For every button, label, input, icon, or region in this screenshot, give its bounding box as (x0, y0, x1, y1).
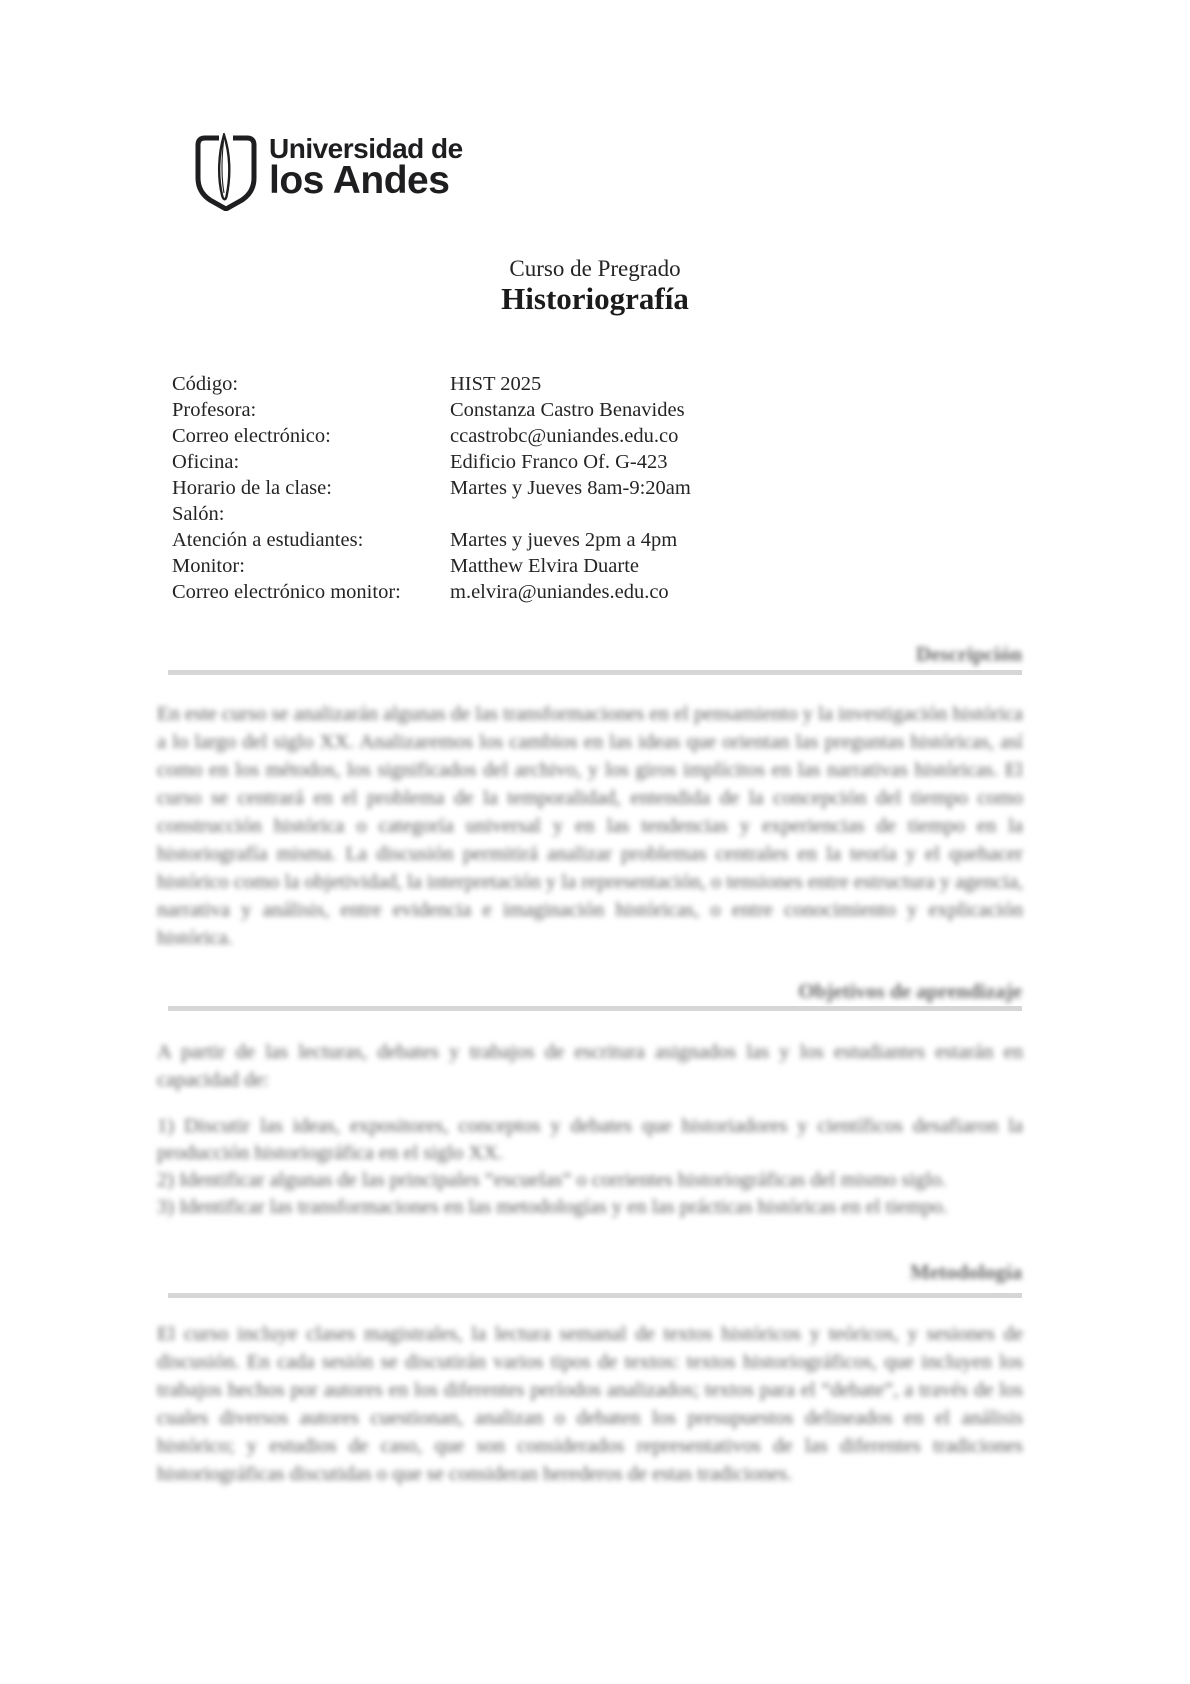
info-row-oficina (172, 449, 691, 475)
section-heading-objetivos: Objetivos de aprendizaje (798, 979, 1022, 1003)
info-label: Correo electrónico: (172, 425, 331, 447)
objetivo-item-3: 3) Identificar las transformaciones en las metodologías y en las prácticas históricas en el tiempo. (157, 1196, 948, 1218)
info-value: Martes y Jueves 8am-9:20am (450, 477, 691, 499)
info-label: Monitor: (172, 555, 245, 577)
course-info-table (172, 371, 691, 605)
info-row-atencion (172, 527, 691, 553)
program-type-label: Curso de Pregrado (509, 256, 681, 281)
info-row-salon (172, 501, 691, 527)
info-row-correo-monitor (172, 579, 691, 605)
info-row-monitor (172, 553, 691, 579)
section-heading-descripcion: Descripción (915, 642, 1022, 666)
info-row-profesora (172, 397, 691, 423)
section-divider (168, 1293, 1022, 1298)
info-value: Matthew Elvira Duarte (450, 555, 639, 577)
objetivos-list-blurred (157, 1113, 1023, 1221)
info-row-horario (172, 475, 691, 501)
objetivos-intro-blurred: A partir de las lecturas, debates y trabajos de escritura asignados las y los estudiantes estarán en capacidad de: (157, 1041, 1023, 1091)
info-value: HIST 2025 (450, 373, 542, 395)
section-divider (168, 670, 1022, 675)
info-row-codigo (172, 371, 691, 397)
course-title: Historiografía (501, 281, 689, 316)
info-value: Edificio Franco Of. G-423 (450, 451, 668, 473)
university-logo (193, 133, 463, 211)
info-label: Código: (172, 373, 239, 395)
section-divider (168, 1006, 1022, 1011)
objetivo-item-1: 1) Discutir las ideas, expositores, conceptos y debates que historiadores y científicos desafiaron la producción historiográfica en el siglo XX. (157, 1115, 1023, 1164)
logo-line-los-andes: los Andes (269, 159, 450, 202)
info-label: Correo electrónico monitor: (172, 581, 401, 603)
info-label: Salón: (172, 503, 225, 525)
info-row-correo (172, 423, 691, 449)
metodologia-body-blurred: El curso incluye clases magistrales, la lectura semanal de textos históricos y teóricos, y sesiones de discusión. En cada sesión se discutirán varios tipos de textos: textos historiográficos, que incluyen los trabajos hechos por autores en los diferentes períodos analizados; textos para el “debate”, a través de los cuales diversos autores cuestionan, analizan o debaten los presupuestos delineados en el análisis histórico; y estudios de caso, que son considerados representativos de las diferentes tradiciones historiográficas discutidas o que se consideran herederos de estas tradiciones. (157, 1323, 1023, 1485)
info-value: Constanza Castro Benavides (450, 399, 685, 421)
info-label: Atención a estudiantes: (172, 529, 364, 551)
logo-line-universidad: Universidad de (269, 133, 463, 164)
info-value: Martes y jueves 2pm a 4pm (450, 529, 678, 551)
uniandes-shield-icon (193, 133, 259, 211)
info-value: ccastrobc@uniandes.edu.co (450, 425, 679, 447)
objetivo-item-2: 2) Identificar algunas de las principales “escuelas” o corrientes historiográficas del mismo siglo. (157, 1169, 947, 1191)
logo-wordmark (269, 133, 463, 202)
info-label: Profesora: (172, 399, 257, 421)
info-label: Oficina: (172, 451, 240, 473)
section-heading-metodologia: Metodología (910, 1260, 1022, 1284)
descripcion-body-blurred: En este curso se analizarán algunas de las transformaciones en el pensamiento y la investigación histórica a lo largo del siglo XX. Analizaremos los cambios en las ideas que orientan las preguntas históricas, así como en los métodos, los significados del archivo, y los giros implícitos en las narrativas históricas. El curso se centrará en el problema de la temporalidad, entendida de la concepción del tiempo como construcción histórica o categoría universal y en las tendencias y experiencias de tiempo en la historiografía misma. La discusión permitirá analizar problemas centrales en la teoría y el quehacer histórico como la objetividad, la interpretación y la representación, o tensiones entre estructura y agencia, narrativa y análisis, entre evidencia e imaginación históricas, o entre conocimiento y explicación histórica. (157, 703, 1023, 949)
info-value: m.elvira@uniandes.edu.co (450, 581, 669, 603)
info-label: Horario de la clase: (172, 477, 332, 499)
